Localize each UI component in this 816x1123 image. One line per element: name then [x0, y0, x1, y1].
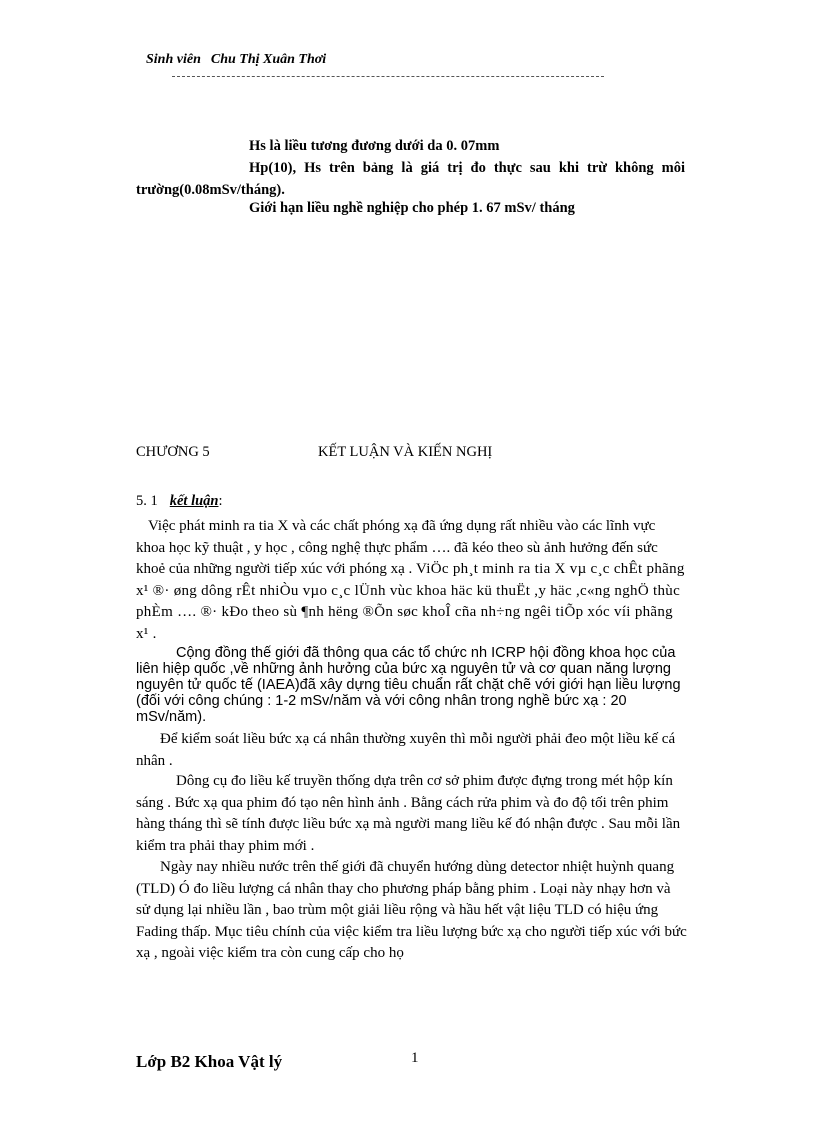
- paragraph-3-text: Để kiểm soát liều bức xạ cá nhân thường xuyên thì mỗi người phải đeo một liều kế cá nhân .: [136, 731, 676, 769]
- note-line-4: Giới hạn liều nghề nghiệp cho phép 1. 67 mSv/ tháng: [249, 200, 575, 216]
- header-divider: [172, 76, 604, 77]
- note-line-2: Hp(10), Hs trên bảng là giá trị đo thực sau khi trừ không môi: [249, 160, 685, 176]
- paragraph-4-text: Dông cụ đo liều kế truyền thống dựa trên cơ sở phim được đựng trong mét hộp kín sáng . Bức xạ qua phim đó tạo nên hình ảnh . Bằng cách rửa phim và đo độ tối trên phim hàng tháng thì sẽ tính được liều bức xạ mà người mang liều kế đó nhận được . Sau mỗi lần kiểm tra phải thay phim mới .: [136, 773, 681, 854]
- paragraph-1-garbled-text: ViÖc ph¸t minh ra tia X vµ c¸c chÊt phãng x¹ ®· øng dông rÊt nhiÒu vµo c¸c lÜnh vùc khoa häc kü thuËt ,y häc ,c«ng nghÖ thùc phÈm …. ®· kÐo theo sù ¶nh hëng ®Õn søc khoÎ cña nh÷ng ngêi tiÕp xóc víi phãng x¹ .: [136, 561, 685, 642]
- section-suffix: :: [218, 493, 223, 509]
- paragraph-2-text: Cộng đồng thế giới đã thông qua các tổ chức nh ICRP hội đồng khoa học của liên hiệp quốc ,về những ảnh hưởng của bức xạ nguyên tử và cơ quan năng lượng nguyên tử quốc tế (IAEA)đã xây dựng tiêu chuẩn rất chặt chẽ với giới hạn liều lượng (đối với công chúng : 1-2 mSv/năm và với công nhân trong nghề bức xạ : 20 mSv/năm).: [136, 645, 681, 725]
- note-line-1: Hs là liều tương đương dưới da 0. 07mm: [249, 138, 500, 154]
- paragraph-4: [136, 771, 687, 857]
- chapter-title: KẾT LUẬN VÀ KIẾN NGHỊ: [318, 444, 493, 460]
- paragraph-5-text: Ngày nay nhiều nước trên thế giới đã chuyển hướng dùng detector nhiệt huỳnh quang (TLD) Ó đo liều lượng cá nhân thay cho phương pháp bằng phim . Loại này nhạy hơn và sử dụng lại nhiều lần , bao trùm một giải liều rộng và hầu hết vật liệu TLD có hiệu ứng Fading thấp. Mục tiêu chính của việc kiểm tra liều lượng bức xạ cho người tiếp xúc với bức xạ , ngoài việc kiểm tra còn cung cấp cho họ: [136, 859, 687, 961]
- paragraph-1: [136, 516, 687, 645]
- section-number: 5. 1: [136, 493, 158, 509]
- header-student-name: Chu Thị Xuân Thơi: [210, 52, 327, 67]
- page-header: [146, 52, 326, 68]
- paragraph-5: [136, 857, 687, 965]
- chapter-number: CHƯƠNG 5: [136, 444, 210, 460]
- note-line-3: trường(0.08mSv/tháng).: [136, 182, 285, 198]
- paragraph-1-text: Việc phát minh ra tia X và các chất phóng xạ đã ứng dụng rất nhiều vào các lĩnh vực khoa học kỹ thuật , y học , công nghệ thực phẩm …. đã kéo theo sù ảnh hưởng đến sức khoẻ của những người tiếp xúc với phóng xạ .: [136, 518, 658, 577]
- page-number: 1: [411, 1050, 419, 1066]
- section-heading: [136, 493, 223, 510]
- paragraph-3: [136, 729, 687, 772]
- section-title: kết luận: [169, 493, 219, 509]
- paragraph-2: [136, 645, 687, 725]
- header-label: Sinh viên: [146, 52, 201, 67]
- footer-class-label: Lớp B2 Khoa Vật lý: [136, 1052, 283, 1071]
